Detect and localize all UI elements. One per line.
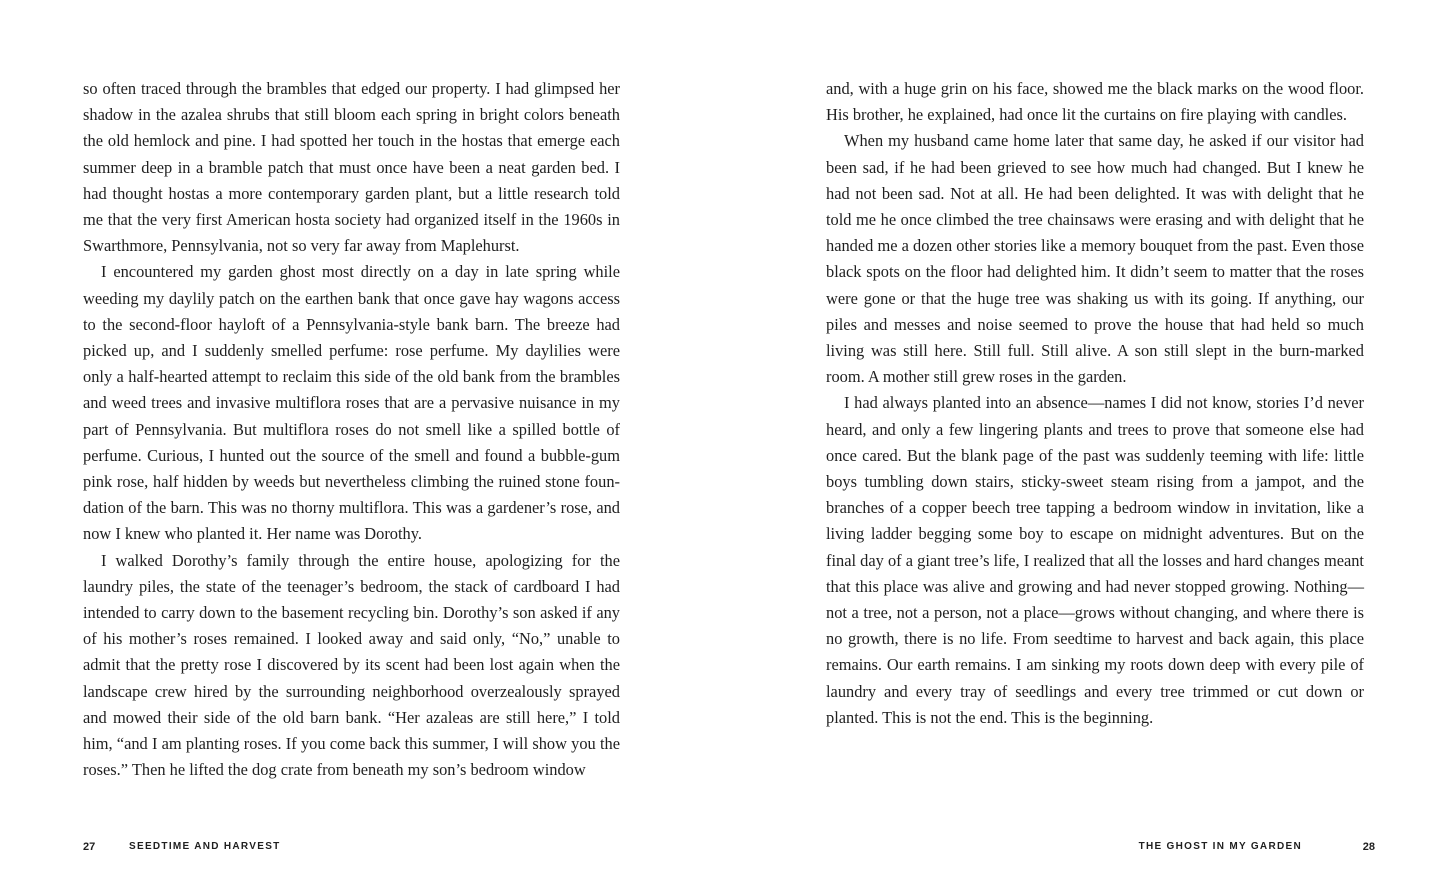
paragraph: so often traced through the brambles that edged our property. I had glimpsed her shadow in the azalea shrubs that still bloom each spring in bright colors beneath the old hemlock and pine. I had spotted her touch in the hostas that emerge each summer deep in a bramble patch that must once have been a neat garden bed. I had thought hostas a more contemporary garden plant, but a little research told me that the very first American hosta society had organized itself in the 1960s in Swarthmore, Pennsylvania, not so very far away from Maplehurst.: [83, 79, 620, 256]
paragraph: and, with a huge grin on his face, showed me the black marks on the wood floor. His brother, he explained, had once lit the curtains on fire playing with candles.: [826, 79, 1364, 125]
right-text-column: [826, 76, 1364, 731]
page-number: 28: [1362, 841, 1375, 853]
paragraph: I had always planted into an absence—names I did not know, stories I’d never heard, and only a few lingering plants and trees to prove that someone else had once cared. But the blank page of the past was suddenly teeming with life: little boys tumbling down stairs, sticky-sweet steam rising from a jampot, and the branches of a copper beech tree tapping a bedroom window in invitation, like a living ladder begging some boy to escape on midnight adventures. But on the final day of a giant tree’s life, I realized that all the losses and hard changes meant that this place was alive and growing and had never stopped growing. Nothing—not a tree, not a person, not a place—grows without changing, and where there is no growth, there is no life. From seedtime to harvest and back again, this place remains. Our earth remains. I am sinking my roots down deep with every pile of laundry and every tray of seedlings and every tree trimmed or cut down or planted. This is not the end. This is the beginning.: [826, 393, 1364, 727]
left-page: [0, 0, 722, 890]
paragraph: I encountered my garden ghost most directly on a day in late spring while weeding my daylily patch on the earthen bank that once gave hay wagons access to the second-floor hayloft of a Pennsylvania-style bank barn. The breeze had picked up, and I suddenly smelled perfume: rose perfume. My daylilies were only a half-hearted attempt to reclaim this side of the old bank from the brambles and weed trees and invasive multiflora roses that are a pervasive nuisance in my part of Pennsylvania. But multiflora roses do not smell like a spilled bottle of perfume. Curious, I hunted out the source of the smell and found a bubble-gum pink rose, half hidden by weeds but nevertheless climbing the ruined stone foundation of the barn. This was no thorny multiflora. This was a gardener’s rose, and now I knew who planted it. Her name was Dorothy.: [83, 262, 620, 544]
paragraph: I walked Dorothy’s family through the entire house, apologizing for the laundry piles, the state of the teenager’s bedroom, the stack of cardboard I had intended to carry down to the basement recycling bin. Dorothy’s son asked if any of his mother’s roses remained. I looked away and said only, “No,” unable to admit that the pretty rose I discovered by its scent had been lost again when the landscape crew hired by the surrounding neighborhood overzealously sprayed and mowed their side of the old barn bank. “Her azaleas are still here,” I told him, “and I am planting roses. If you come back this summer, I will show you the roses.” Then he lifted the dog crate from beneath my son’s bedroom window: [83, 550, 620, 780]
right-page: [722, 0, 1445, 890]
page-number: 27: [83, 841, 96, 853]
left-text-column: [83, 76, 620, 783]
running-head: THE GHOST IN MY GARDEN: [1138, 841, 1302, 852]
running-head: SEEDTIME AND HARVEST: [129, 841, 281, 852]
paragraph: When my husband came home later that same day, he asked if our visitor had been sad, if he had been grieved to see how much had changed. But I knew he had not been sad. Not at all. He had been delighted. It was with delight that he told me he once climbed the tree chainsaws were erasing and with delight that he handed me a dozen other stories like a memory bouquet from the past. Even those black spots on the floor had delighted him. It didn’t seem to matter that the roses were gone or that the huge tree was shaking us with its going. If anything, our piles and messes and noise seemed to prove the house that had held so much living was still here. Still full. Still alive. A son still slept in the burn-marked room. A mother still grew roses in the garden.: [826, 131, 1364, 387]
